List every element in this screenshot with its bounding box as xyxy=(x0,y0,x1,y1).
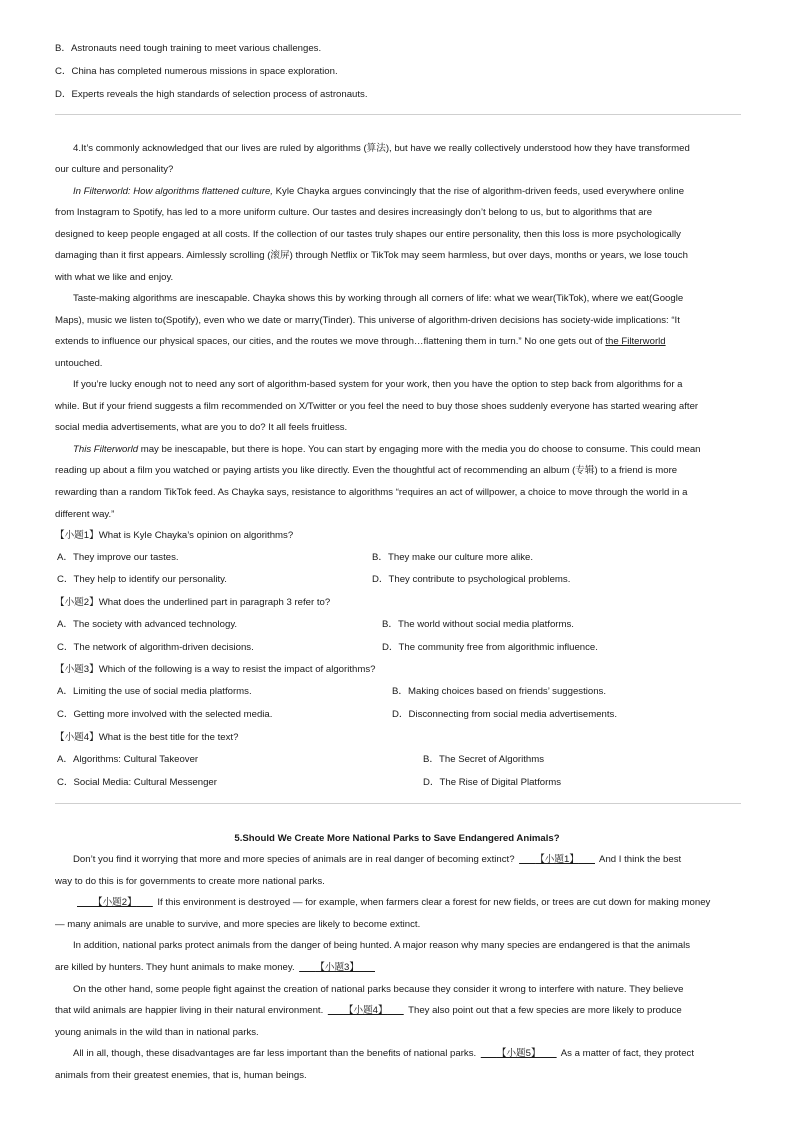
passage4-line: designed to keep people engaged at all costs. If the collection of our tastes truly shapes our entire personality, then this loss is more psychologically xyxy=(55,229,681,240)
passage4-line: rewarding than a random TikTok feed. As Chayka says, resistance to algorithms “requires an act of willpower, a choice to move through the world in a xyxy=(55,487,688,498)
question-stem: 【小题3】Which of the following is a way to resist the impact of algorithms? xyxy=(55,664,376,675)
passage4-text: extends to influence our physical spaces, our cities, and the routes we move through…flattening them in turn.” No one gets out of xyxy=(55,336,606,347)
passage4-line: while. But if your friend suggests a film recommended on X/Twitter or you feel the need to buy those shoes suddenly everyone has started wearing after xyxy=(55,401,699,412)
passage4-line: Maps), music we listen to(Spotify), even who we date or marry(Tinder). This universe of algorithm-driven decisions has society-wide implications: “It xyxy=(55,315,680,326)
option-b[interactable]: B．Making choices based on friends’ suggestions. xyxy=(392,686,607,697)
passage4-line: reading up about a film you watched or paying artists you like directly. Even the thoughtful act of recommending an album (专辑) to a friend is more xyxy=(55,465,678,476)
question-stem: 【小题2】What does the underlined part in paragraph 3 refer to? xyxy=(55,597,331,608)
option-d[interactable]: D．They contribute to psychological problems. xyxy=(372,574,571,585)
passage4-line: Taste-making algorithms are inescapable. Chayka shows this by working through all corners of life: what we wear(TikTok), where we eat(Google xyxy=(73,293,684,304)
book-title: In Filterworld: How algorithms flattened culture, xyxy=(73,186,273,197)
passage4-line: with what we like and enjoy. xyxy=(55,272,174,283)
option-a[interactable]: A．Algorithms: Cultural Takeover xyxy=(57,754,199,765)
option-d[interactable]: D．The community free from algorithmic influence. xyxy=(382,642,598,653)
passage5-line xyxy=(73,853,745,867)
passage5-line: In addition, national parks protect animals from the danger of being hunted. A major reason why many species are endangered is that the animals xyxy=(73,940,691,951)
option-c[interactable]: C．Social Media: Cultural Messenger xyxy=(57,777,217,788)
passage5-line: On the other hand, some people fight against the creation of national parks because they consider it wrong to interfere with nature. They believe xyxy=(73,984,684,995)
passage4-text: may be inescapable, but there is hope. You can start by engaging more with the media you do choose to consume. This could mean xyxy=(138,444,701,455)
option-c[interactable]: C．Getting more involved with the selected media. xyxy=(57,709,273,720)
option-d[interactable]: D．Disconnecting from social media advertisements. xyxy=(392,709,618,720)
option-b[interactable]: B．They make our culture more alike. xyxy=(372,552,534,563)
passage5-text: All in all, though, these disadvantages are far less important than the benefits of national parks. xyxy=(73,1048,479,1059)
passage5-text: They also point out that a few species are more likely to produce xyxy=(405,1005,682,1016)
passage4-line: social media advertisements, what are you to do? It all feels fruitless. xyxy=(55,422,348,433)
passage5-line: animals from their greatest enemies, that is, human beings. xyxy=(55,1070,307,1081)
passage5-text: are killed by hunters. They hunt animals to make money. xyxy=(55,962,298,973)
answer-blank-5[interactable]: 【小题5】 xyxy=(496,1048,541,1059)
option-c[interactable]: C．They help to identify our personality. xyxy=(57,574,227,585)
book-title: This Filterworld xyxy=(73,444,139,455)
passage4-line: our culture and personality? xyxy=(55,164,174,175)
passage4-text: Kyle Chayka argues convincingly that the rise of algorithm-driven feeds, used everywhere online xyxy=(272,186,685,197)
question-stem: 【小题4】What is the best title for the text? xyxy=(55,732,239,743)
passage5-text: If this environment is destroyed — for example, when farmers clear a forest for new fields, or trees are cut down for making money xyxy=(154,897,711,908)
option-c[interactable]: C．The network of algorithm-driven decisions. xyxy=(57,642,254,653)
option-b-prev: B．Astronauts need tough training to meet various challenges. xyxy=(55,43,322,54)
passage4-line: 4.It’s commonly acknowledged that our lives are ruled by algorithms (算法), but have we really collectively understood how they have transformed xyxy=(73,143,690,154)
passage4-line: different way.” xyxy=(55,509,115,520)
passage5-line xyxy=(55,961,745,975)
underlined-phrase: the Filterworld xyxy=(605,336,666,347)
passage5-line: young animals in the wild than in national parks. xyxy=(55,1027,259,1038)
answer-blank-2[interactable]: 【小题2】 xyxy=(93,897,137,908)
passage4-line: damaging than it first appears. Aimlessly scrolling (滚屏) through Netflix or TikTok may seem harmless, but over days, months or years, we lose touch xyxy=(55,250,688,261)
passage4-line xyxy=(73,443,745,457)
divider xyxy=(55,114,741,115)
option-a[interactable]: A．They improve our tastes. xyxy=(57,552,179,563)
question-stem: 【小题1】What is Kyle Chayka’s opinion on algorithms? xyxy=(55,530,294,541)
answer-blank-1[interactable]: 【小题1】 xyxy=(535,854,579,865)
answer-blank-4[interactable]: 【小题4】 xyxy=(343,1005,388,1016)
passage5-text: Don’t you find it worrying that more and more species of animals are in real danger of becoming extinct? xyxy=(73,854,518,865)
option-c-prev: C．China has completed numerous missions in space exploration. xyxy=(55,66,338,77)
option-b[interactable]: B．The Secret of Algorithms xyxy=(423,754,545,765)
passage5-line xyxy=(73,1047,745,1061)
passage4-line: untouched. xyxy=(55,358,103,369)
passage5-line xyxy=(55,1004,745,1018)
divider xyxy=(55,803,741,804)
passage4-line xyxy=(73,185,745,199)
passage5-text: And I think the best xyxy=(596,854,682,865)
passage4-line: from Instagram to Spotify, has led to a more uniform culture. Our tastes and desires increasingly don’t belong to us, but to algorithms that are xyxy=(55,207,653,218)
passage5-title: 5.Should We Create More National Parks to Save Endangered Animals? xyxy=(234,833,560,844)
passage5-text: that wild animals are happier living in their natural environment. xyxy=(55,1005,326,1016)
passage5-line: way to do this is for governments to create more national parks. xyxy=(55,876,325,887)
passage4-line: If you’re lucky enough not to need any sort of algorithm-based system for your work, then you have the option to step back from algorithms for a xyxy=(73,379,683,390)
passage4-line xyxy=(55,335,745,349)
passage5-line: — many animals are unable to survive, and more species are likely to become extinct. xyxy=(55,919,421,930)
passage5-text: As a matter of fact, they protect xyxy=(558,1048,695,1059)
option-b[interactable]: B．The world without social media platforms. xyxy=(382,619,574,630)
option-a[interactable]: A．The society with advanced technology. xyxy=(57,619,238,630)
answer-blank-3[interactable]: 【小题3】 xyxy=(315,962,359,973)
option-d-prev: D．Experts reveals the high standards of selection process of astronauts. xyxy=(55,89,368,100)
passage5-line xyxy=(75,896,765,910)
option-d[interactable]: D．The Rise of Digital Platforms xyxy=(423,777,562,788)
option-a[interactable]: A．Limiting the use of social media platforms. xyxy=(57,686,252,697)
